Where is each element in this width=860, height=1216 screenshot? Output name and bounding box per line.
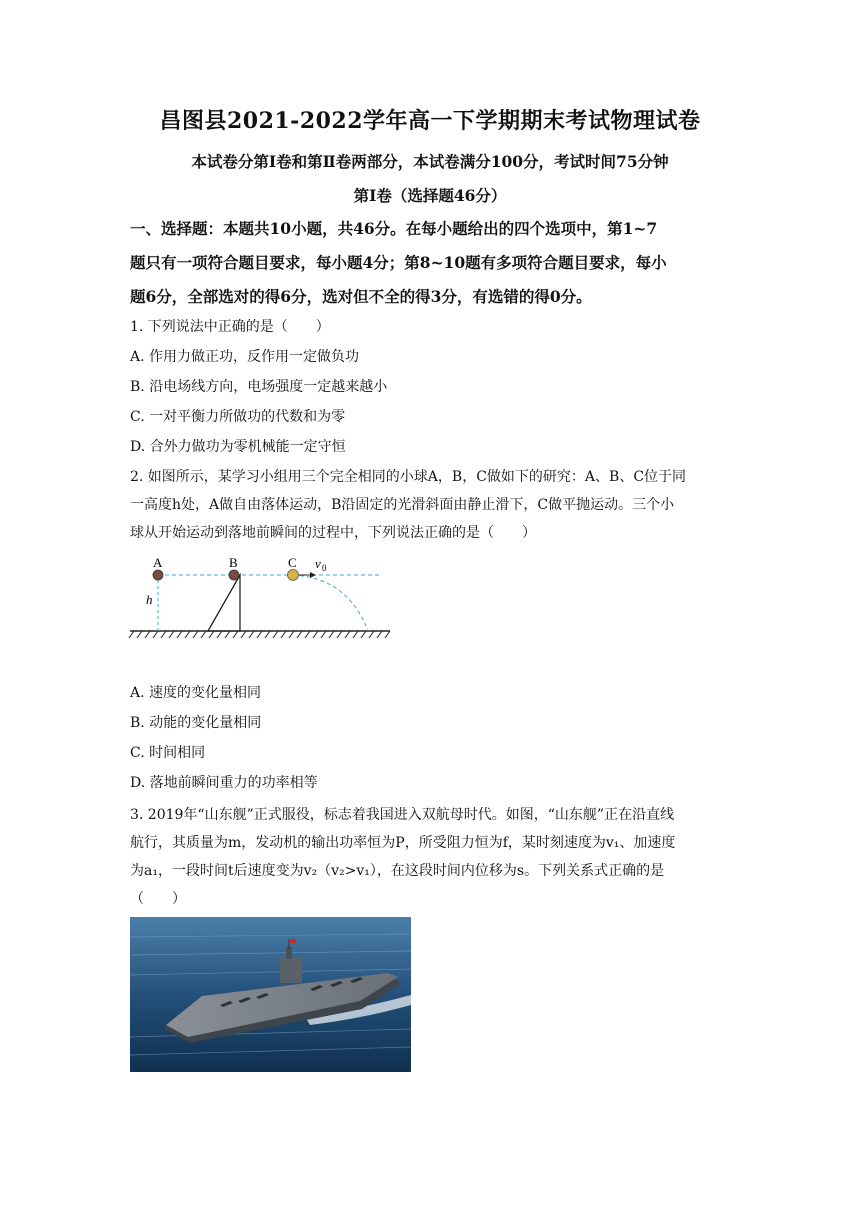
label-v: v — [315, 556, 321, 571]
q3-stem-line-3: 为a₁，一段时间t后速度变为v₂（v₂>v₁），在这段时间内位移为s。下列关系式正确的是 — [130, 863, 665, 879]
aircraft-carrier-photo — [130, 917, 411, 1072]
exam-subtitle: 本试卷分第Ⅰ卷和第Ⅱ卷两部分，本试卷满分100分，考试时间75分钟 — [191, 152, 669, 171]
projectile-path — [293, 575, 368, 631]
label-c: C — [288, 555, 297, 570]
ground-hatching — [129, 631, 390, 638]
q1-option-c: C. 一对平衡力所做功的代数和为零 — [130, 409, 346, 425]
ball-c — [288, 570, 299, 581]
label-a: A — [153, 555, 163, 570]
q2-option-d: D. 落地前瞬间重力的功率相等 — [130, 775, 318, 791]
q2-stem-line-2: 一高度h处，A做自由落体运动，B沿固定的光滑斜面由静止滑下，C做平抛运动。三个小 — [130, 497, 675, 513]
q2-diagram — [128, 554, 396, 640]
section-instruction-line-2: 题只有一项符合题目要求，每小题4分；第8~10题有多项符合题目要求，每小 — [130, 253, 667, 272]
q1-option-b: B. 沿电场线方向，电场强度一定越来越小 — [130, 379, 388, 395]
label-h: h — [146, 592, 153, 607]
q3-stem-line-4: （ ） — [130, 891, 186, 907]
velocity-arrowhead — [310, 572, 316, 578]
q2-stem-line-1: 2. 如图所示，某学习小组用三个完全相同的小球A，B，C做如下的研究：A、B、C位于同 — [130, 469, 687, 485]
q2-option-b: B. 动能的变化量相同 — [130, 715, 262, 731]
label-b: B — [229, 555, 238, 570]
q1-option-d: D. 合外力做功为零机械能一定守恒 — [130, 439, 346, 455]
exam-title: 昌图县2021-2022学年高一下学期期末考试物理试卷 — [159, 108, 701, 134]
section-instruction-line-3: 题6分，全部选对的得6分，选对但不全的得3分，有选错的得0分。 — [130, 287, 592, 306]
incline — [208, 575, 240, 631]
ball-b — [229, 570, 239, 580]
q2-option-a: A. 速度的变化量相同 — [130, 685, 262, 701]
ball-a — [153, 570, 163, 580]
q1-option-a: A. 作用力做正功，反作用一定做负功 — [130, 349, 360, 365]
part-heading: 第Ⅰ卷（选择题46分） — [353, 186, 507, 205]
q2-option-c: C. 时间相同 — [130, 745, 206, 761]
q1-stem: 1. 下列说法中正确的是（ ） — [130, 319, 330, 335]
flag — [289, 939, 296, 943]
q2-stem-line-3: 球从开始运动到落地前瞬间的过程中，下列说法正确的是（ ） — [130, 525, 536, 541]
label-v-subscript: 0 — [322, 563, 327, 573]
q3-stem-line-1: 3. 2019年“山东舰”正式服役，标志着我国进入双航母时代。如图，“山东舰”正在沿直线 — [130, 807, 675, 823]
section-instruction-line-1: 一、选择题：本题共10小题，共46分。在每小题给出的四个选项中，第1~7 — [130, 219, 658, 238]
q3-stem-line-2: 航行，其质量为m，发动机的输出功率恒为P，所受阻力恒为f，某时刻速度为v₁、加速度 — [130, 835, 676, 851]
island — [280, 957, 302, 983]
